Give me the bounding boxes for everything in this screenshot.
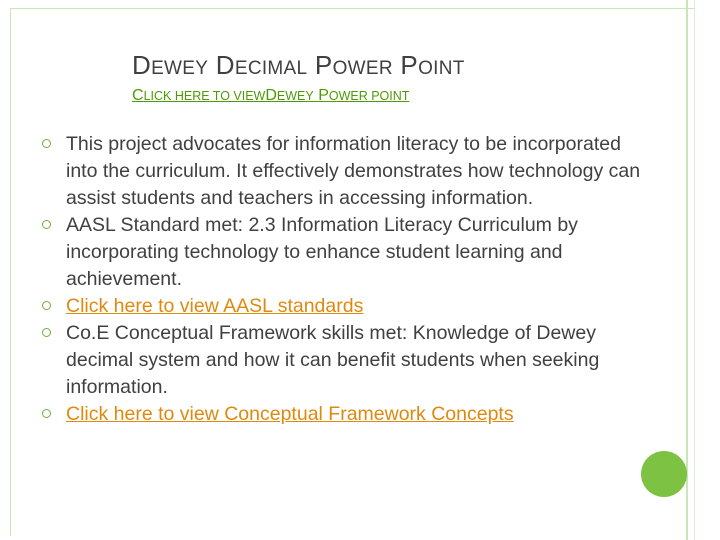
- right-rule-thin: [694, 0, 695, 540]
- bullet-item-framework-link: [34, 401, 644, 428]
- decorative-green-circle: [641, 451, 687, 497]
- bullet-item-project: [34, 131, 644, 212]
- conceptual-framework-link[interactable]: Click here to view Conceptual Framework Concepts: [66, 403, 514, 425]
- aasl-standards-link[interactable]: Click here to view AASL standards: [66, 295, 364, 317]
- right-rule: [686, 0, 688, 540]
- bullet-icon: [42, 409, 51, 418]
- dewey-power-point-link[interactable]: CLICK HERE TO VIEWDEWEY POWER POINT: [132, 87, 410, 104]
- bullet-item-aasl-standard: [34, 212, 644, 293]
- bullet-text: This project advocates for information literacy to be incorporated into the curriculum. It effectively demonstrates how technology can assist students and teachers in accessing information.: [66, 133, 641, 209]
- bullet-text: Co.E Conceptual Framework skills met: Knowledge of Dewey decimal system and how it can benefit students when seeking information.: [66, 322, 600, 398]
- bullet-icon: [42, 328, 51, 337]
- bullet-item-aasl-link: [34, 293, 644, 320]
- bullet-icon: [42, 139, 51, 148]
- bullet-icon: [42, 301, 51, 310]
- bullet-list: [34, 131, 644, 428]
- slide-title: DEWEY DECIMAL POWER POINT: [132, 50, 465, 80]
- bullet-icon: [42, 220, 51, 229]
- bullet-item-framework: [34, 320, 644, 401]
- bullet-text: AASL Standard met: 2.3 Information Literacy Curriculum by incorporating technology to enhance student learning and achievement.: [66, 214, 578, 290]
